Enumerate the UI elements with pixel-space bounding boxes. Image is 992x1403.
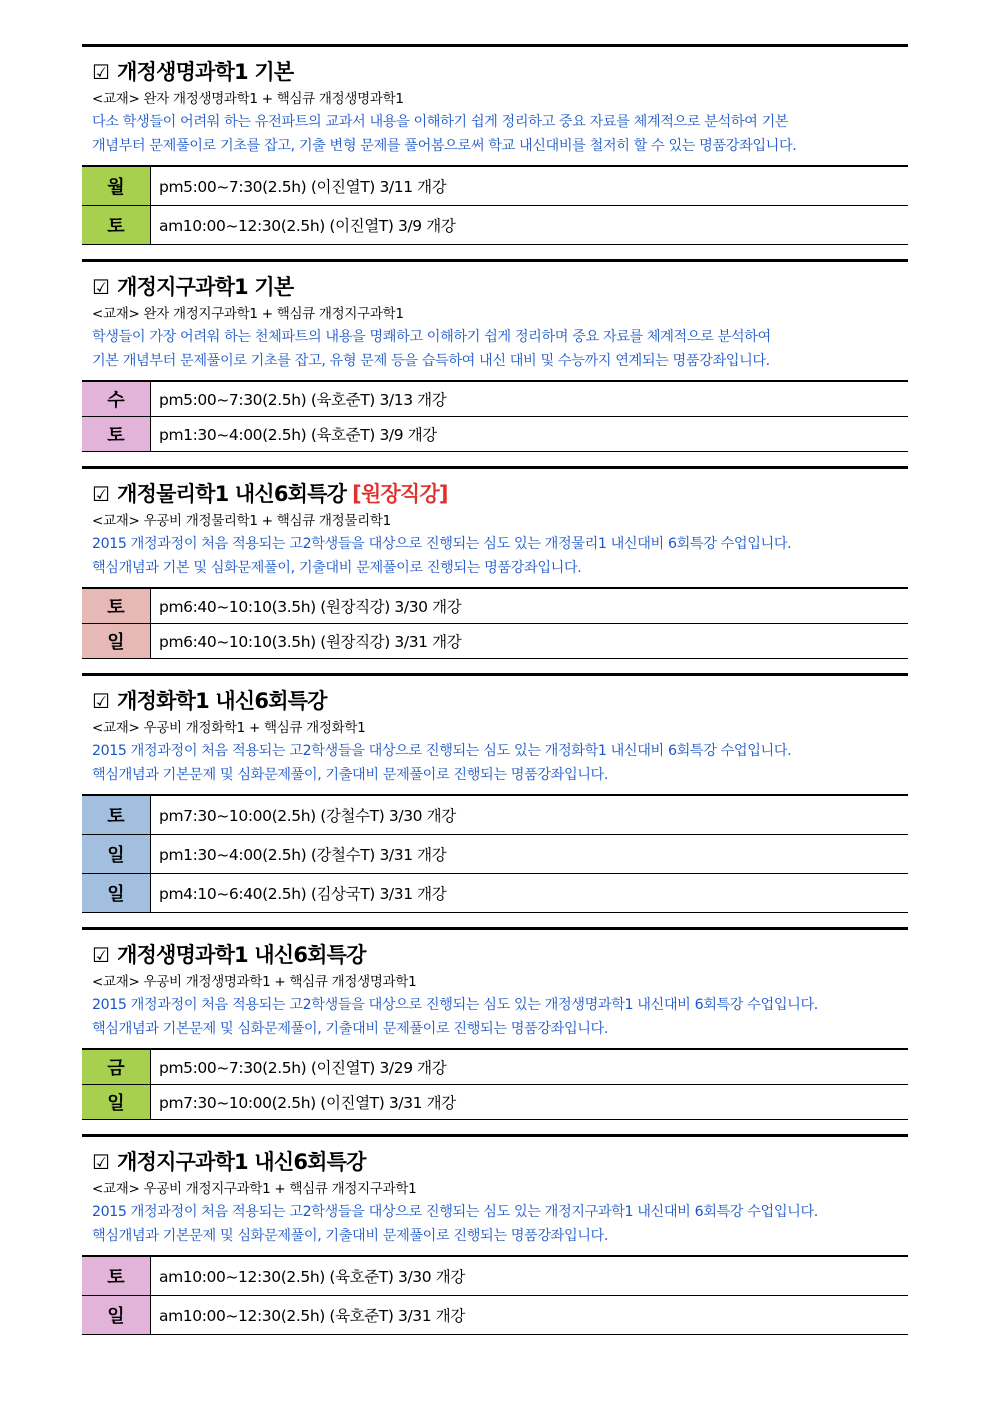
schedule-day: 토 <box>82 417 151 451</box>
schedule-time: pm7:30~10:00(2.5h) (강철수T) 3/30 개강 <box>159 807 456 825</box>
schedule-row <box>82 1296 908 1335</box>
course-title <box>82 47 908 88</box>
schedule-day: 일 <box>82 1085 151 1119</box>
course-title-text: 개정지구과학1 내신6회특강 <box>117 1150 366 1174</box>
schedule-row <box>82 1085 908 1120</box>
schedule-day: 일 <box>82 624 151 658</box>
schedule-day: 토 <box>82 206 151 244</box>
schedule-table <box>82 1048 908 1120</box>
description-line: 2015 개정과정이 처음 적용되는 고2학생들을 대상으로 진행되는 심도 있는 개정생명과학1 내신대비 6회특강 수업입니다. <box>92 997 818 1013</box>
schedule-row <box>82 589 908 624</box>
course-title-text: 개정물리학1 내신6회특강 <box>117 482 347 506</box>
schedule-table <box>82 165 908 245</box>
schedule-day: 토 <box>82 589 151 623</box>
description-line: 2015 개정과정이 처음 적용되는 고2학생들을 대상으로 진행되는 심도 있는 개정지구과학1 내신대비 6회특강 수업입니다. <box>92 1204 818 1220</box>
course-description <box>82 1200 908 1248</box>
course-textbook: <교재> 우공비 개정생명과학1 + 핵심큐 개정생명과학1 <box>92 974 417 990</box>
description-line: 2015 개정과정이 처음 적용되는 고2학생들을 대상으로 진행되는 심도 있는 개정화학1 내신대비 6회특강 수업입니다. <box>92 743 792 759</box>
course-title-text: 개정생명과학1 기본 <box>117 60 294 84</box>
course-section <box>82 927 908 1120</box>
schedule-time: pm6:40~10:10(3.5h) (원장직강) 3/30 개강 <box>159 598 462 616</box>
course-section <box>82 259 908 452</box>
schedule-day: 일 <box>82 1296 151 1334</box>
course-list <box>82 44 908 1335</box>
description-line: 다소 학생들이 어려워 하는 유전파트의 교과서 내용을 이해하기 쉽게 정리하고 중요 자료를 체계적으로 분석하여 기본 <box>92 114 789 130</box>
schedule-time: pm7:30~10:00(2.5h) (이진열T) 3/31 개강 <box>159 1094 456 1112</box>
schedule-time: am10:00~12:30(2.5h) (육호준T) 3/31 개강 <box>159 1307 465 1325</box>
checkbox-icon: ☑ <box>92 943 110 967</box>
description-line: 핵심개념과 기본 및 심화문제풀이, 기출대비 문제풀이로 진행되는 명품강좌입니다. <box>92 560 582 576</box>
description-line: 핵심개념과 기본문제 및 심화문제풀이, 기출대비 문제풀이로 진행되는 명품강좌입니다. <box>92 1228 608 1244</box>
course-section <box>82 466 908 659</box>
course-title <box>82 1137 908 1178</box>
schedule-row <box>82 167 908 206</box>
schedule-table <box>82 587 908 659</box>
schedule-time: pm6:40~10:10(3.5h) (원장직강) 3/31 개강 <box>159 633 462 651</box>
schedule-row <box>82 206 908 245</box>
checkbox-icon: ☑ <box>92 275 110 299</box>
schedule-row <box>82 417 908 452</box>
schedule-row <box>82 1050 908 1085</box>
schedule-time: am10:00~12:30(2.5h) (이진열T) 3/9 개강 <box>159 217 456 235</box>
checkbox-icon: ☑ <box>92 482 110 506</box>
schedule-row <box>82 1257 908 1296</box>
course-description <box>82 532 908 580</box>
course-textbook: <교재> 우공비 개정화학1 + 핵심큐 개정화학1 <box>92 720 366 736</box>
schedule-day: 수 <box>82 382 151 416</box>
description-line: 학생들이 가장 어려워 하는 천체파트의 내용을 명쾌하고 이해하기 쉽게 정리하며 중요 자료를 체계적으로 분석하여 <box>92 329 771 345</box>
course-section <box>82 673 908 913</box>
schedule-day: 일 <box>82 874 151 912</box>
course-title <box>82 676 908 717</box>
schedule-table <box>82 380 908 452</box>
description-line: 핵심개념과 기본문제 및 심화문제풀이, 기출대비 문제풀이로 진행되는 명품강좌입니다. <box>92 767 608 783</box>
schedule-row <box>82 624 908 659</box>
schedule-row <box>82 796 908 835</box>
course-title-text: 개정화학1 내신6회특강 <box>117 689 327 713</box>
schedule-time: pm5:00~7:30(2.5h) (이진열T) 3/29 개강 <box>159 1059 447 1077</box>
schedule-table <box>82 1255 908 1335</box>
course-title-text: 개정생명과학1 내신6회특강 <box>117 943 366 967</box>
schedule-time: am10:00~12:30(2.5h) (육호준T) 3/30 개강 <box>159 1268 465 1286</box>
course-textbook: <교재> 우공비 개정지구과학1 + 핵심큐 개정지구과학1 <box>92 1181 417 1197</box>
course-description <box>82 325 908 373</box>
schedule-day: 토 <box>82 796 151 834</box>
course-textbook: <교재> 완자 개정생명과학1 + 핵심큐 개정생명과학1 <box>92 91 404 107</box>
course-title-text: 개정지구과학1 기본 <box>117 275 294 299</box>
schedule-row <box>82 382 908 417</box>
description-line: 개념부터 문제풀이로 기초를 잡고, 기출 변형 문제를 풀어봄으로써 학교 내신대비를 철저히 할 수 있는 명품강좌입니다. <box>92 138 797 154</box>
course-title <box>82 469 908 510</box>
course-description <box>82 110 908 158</box>
schedule-time: pm5:00~7:30(2.5h) (육호준T) 3/13 개강 <box>159 391 447 409</box>
description-line: 2015 개정과정이 처음 적용되는 고2학생들을 대상으로 진행되는 심도 있는 개정물리1 내신대비 6회특강 수업입니다. <box>92 536 792 552</box>
course-section <box>82 44 908 245</box>
checkbox-icon: ☑ <box>92 60 110 84</box>
schedule-day: 일 <box>82 835 151 873</box>
course-title <box>82 930 908 971</box>
schedule-time: pm1:30~4:00(2.5h) (육호준T) 3/9 개강 <box>159 426 437 444</box>
schedule-time: pm5:00~7:30(2.5h) (이진열T) 3/11 개강 <box>159 178 447 196</box>
schedule-day: 월 <box>82 167 151 205</box>
schedule-time: pm4:10~6:40(2.5h) (김상국T) 3/31 개강 <box>159 885 447 903</box>
checkbox-icon: ☑ <box>92 689 110 713</box>
course-title <box>82 262 908 303</box>
schedule-day: 토 <box>82 1257 151 1295</box>
schedule-row <box>82 835 908 874</box>
course-description <box>82 993 908 1041</box>
course-textbook: <교재> 완자 개정지구과학1 + 핵심큐 개정지구과학1 <box>92 306 404 322</box>
schedule-row <box>82 874 908 913</box>
schedule-table <box>82 794 908 913</box>
course-description <box>82 739 908 787</box>
checkbox-icon: ☑ <box>92 1150 110 1174</box>
course-textbook: <교재> 우공비 개정물리학1 + 핵심큐 개정물리학1 <box>92 513 391 529</box>
description-line: 기본 개념부터 문제풀이로 기초를 잡고, 유형 문제 등을 습득하여 내신 대비 및 수능까지 연계되는 명품강좌입니다. <box>92 353 770 369</box>
schedule-day: 금 <box>82 1050 151 1084</box>
description-line: 핵심개념과 기본문제 및 심화문제풀이, 기출대비 문제풀이로 진행되는 명품강좌입니다. <box>92 1021 608 1037</box>
schedule-time: pm1:30~4:00(2.5h) (강철수T) 3/31 개강 <box>159 846 447 864</box>
course-title-highlight: [원장직강] <box>352 482 448 506</box>
course-section <box>82 1134 908 1335</box>
